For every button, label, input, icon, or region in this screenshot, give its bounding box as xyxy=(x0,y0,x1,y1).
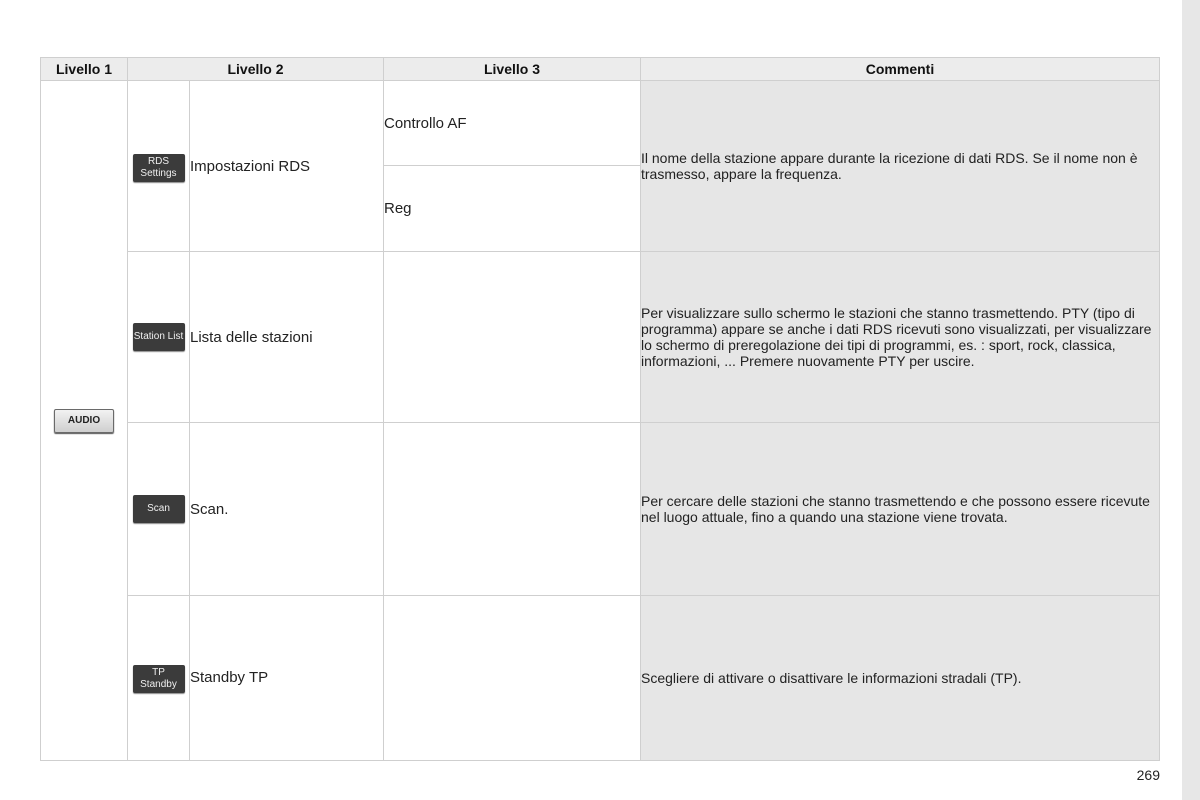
comment-cell: Per cercare delle stazioni che stanno trasmettendo e che possono essere ricevute nel luogo attuale, fino a quando una stazione viene trovata. xyxy=(641,423,1160,595)
comment-cell: Il nome della stazione appare durante la ricezione di dati RDS. Se il nome non è trasmesso, appare la frequenza. xyxy=(641,81,1160,252)
level3-cell: Controllo AF xyxy=(384,81,641,166)
comment-cell: Per visualizzare sullo schermo le stazioni che stanno trasmettendo. PTY (tipo di programma) appare se anche i dati RDS ricevuti sono visualizzati, per visualizzare lo schermo di preregolazione dei tipi di programmi, es. : sport, rock, classica, informazioni, ... Premere nuovamente PTY per uscire. xyxy=(641,252,1160,423)
level3-cell xyxy=(384,252,641,423)
level3-cell: Reg xyxy=(384,166,641,252)
rds-settings-icon: RDS Settings xyxy=(133,154,185,182)
table-row xyxy=(41,81,1160,166)
icon-cell xyxy=(128,423,190,595)
icon-cell xyxy=(128,252,190,423)
header-level2: Livello 2 xyxy=(128,58,384,81)
icon-cell xyxy=(128,81,190,252)
scan-icon: Scan xyxy=(133,495,185,523)
header-comments: Commenti xyxy=(641,58,1160,81)
station-list-icon: Station List xyxy=(133,323,185,351)
table-row xyxy=(41,423,1160,595)
level2-cell: Impostazioni RDS xyxy=(190,81,384,252)
icon-cell xyxy=(128,595,190,760)
level2-cell: Scan. xyxy=(190,423,384,595)
audio-button-icon: AUDIO xyxy=(54,409,114,433)
table-row xyxy=(41,595,1160,760)
header-level1: Livello 1 xyxy=(41,58,128,81)
level3-cell xyxy=(384,595,641,760)
level2-cell: Standby TP xyxy=(190,595,384,760)
page-number: 269 xyxy=(1136,767,1160,783)
header-row xyxy=(41,58,1160,81)
tp-standby-icon: TP Standby xyxy=(133,665,185,693)
level2-cell: Lista delle stazioni xyxy=(190,252,384,423)
header-level3: Livello 3 xyxy=(384,58,641,81)
table-row xyxy=(41,252,1160,423)
level3-cell xyxy=(384,423,641,595)
settings-table xyxy=(40,57,1160,761)
level1-cell xyxy=(41,81,128,761)
page-edge-strip xyxy=(1182,0,1200,800)
comment-cell: Scegliere di attivare o disattivare le informazioni stradali (TP). xyxy=(641,595,1160,760)
